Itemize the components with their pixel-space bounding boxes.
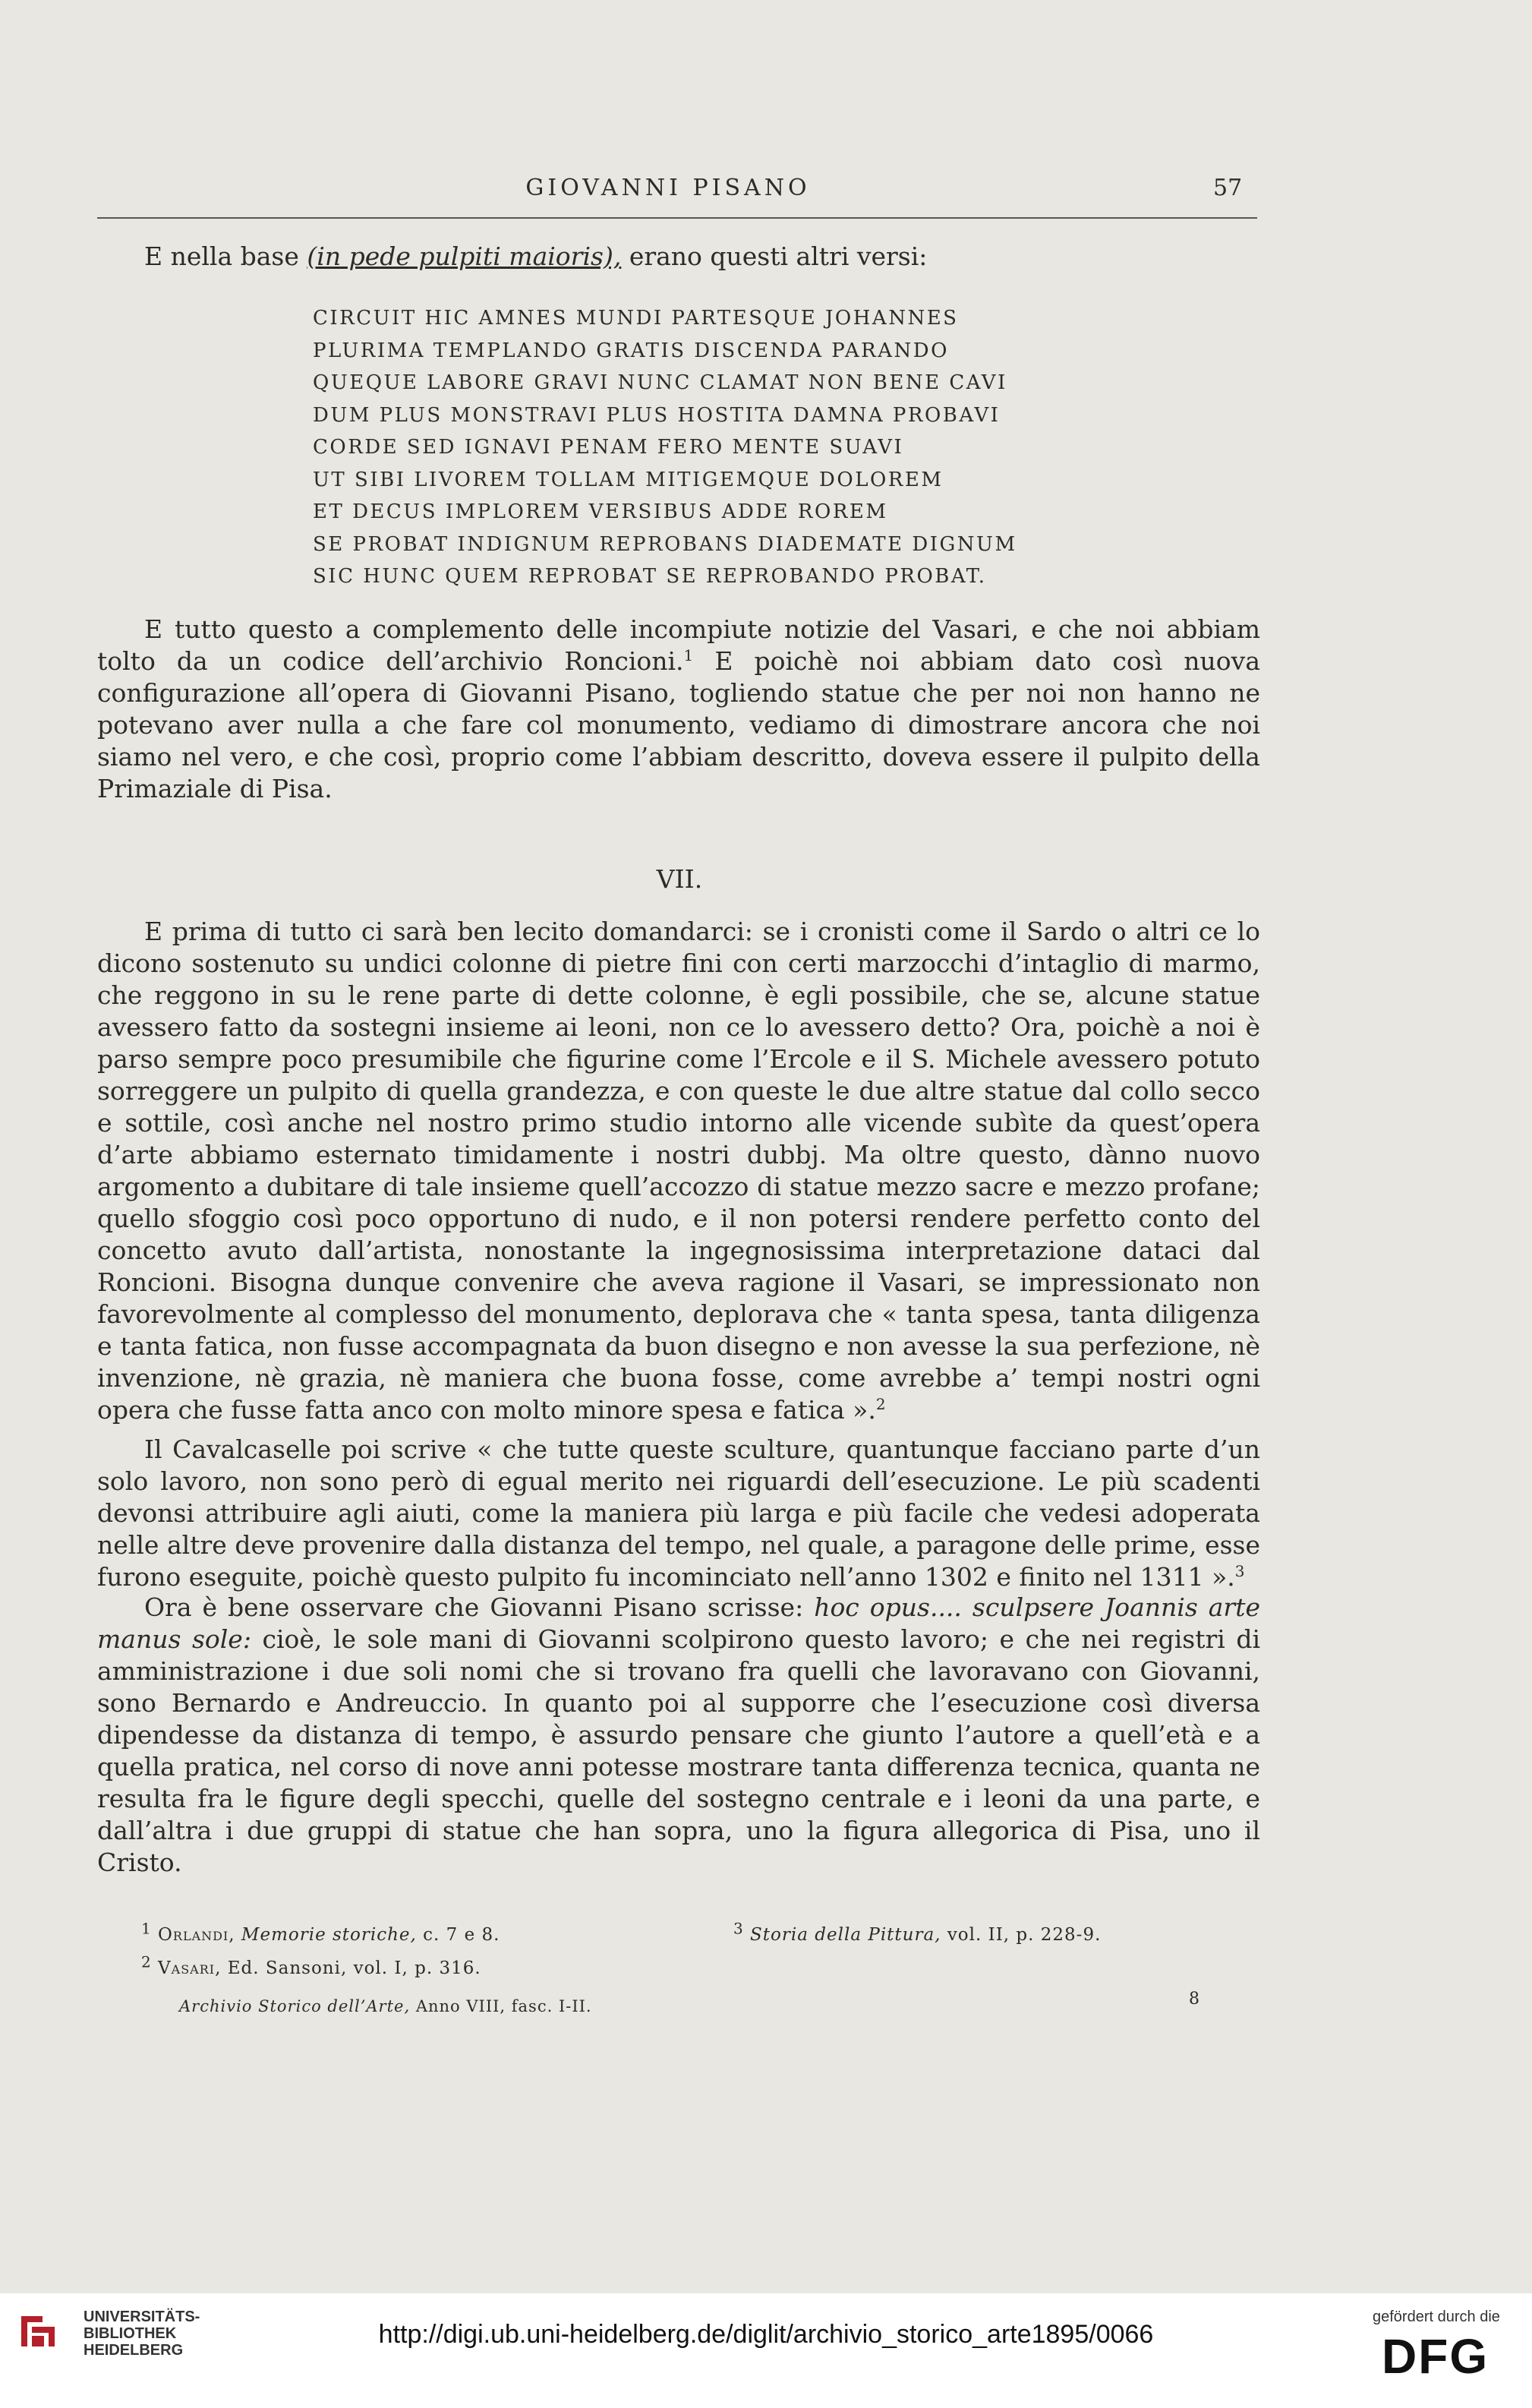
- footnote-ref: 2: [875, 1395, 886, 1413]
- verse-line: UT SIBI LIVOREM TOLLAM MITIGEMQUE DOLOREM: [313, 468, 944, 491]
- footnote-3: [733, 1919, 1102, 1945]
- footnote-1: [141, 1919, 500, 1945]
- journal-title: Archivio Storico dell’Arte,: [179, 1997, 411, 2015]
- digitization-footer: [0, 2293, 1532, 2408]
- para3-text: Il Cavalcaselle poi scrive « che tutte queste sculture, quantunque facciano parte d’un solo lavoro, non sono però di egual merito nei riguardi dell’esecuzione. Le più scadenti devonsi attribuire agli aiuti, come la maniera più larga e più facile che vedesi adoperata nelle altre deve provenire dalla distanza del tempo, nel quale, a paragone delle prime, esse furono eseguite, poichè questo pulpito fu incominciato nell’anno 1302 e finito nel 1311 ».: [97, 1434, 1260, 1592]
- footnote-author: Orlandi,: [158, 1925, 235, 1945]
- verse-line: SIC HUNC QUEM REPROBAT SE REPROBANDO PROBAT.: [313, 565, 987, 588]
- verse-line: PLURIMA TEMPLANDO GRATIS DISCENDA PARANDO: [313, 339, 949, 362]
- verse-line: SE PROBAT INDIGNUM REPROBANS DIADEMATE DIGNUM: [313, 532, 1017, 556]
- footnote-rest: c. 7 e 8.: [423, 1925, 500, 1945]
- footnote-number: 1: [141, 1919, 152, 1938]
- verse-line: DUM PLUS MONSTRAVI PLUS HOSTITA DAMNA PROBAVI: [313, 403, 1001, 427]
- journal-line: [179, 1997, 592, 2015]
- journal-issue: Anno VIII, fasc. I-II.: [415, 1997, 592, 2015]
- printer-signature: 8: [1189, 1990, 1199, 2009]
- dfg-logo: DFG: [1382, 2329, 1489, 2384]
- section-heading: VII.: [656, 864, 703, 894]
- footnote-number: 3: [733, 1919, 744, 1938]
- intro-italic: (in pede pulpiti maioris),: [307, 241, 622, 271]
- library-line: UNIVERSITÄTS-: [84, 2309, 200, 2325]
- funded-by-label: gefördert durch die: [1373, 2309, 1500, 2325]
- intro-before: E nella base: [144, 241, 299, 271]
- page-number: 57: [1213, 175, 1243, 201]
- footnote-rest: vol. II, p. 228-9.: [947, 1925, 1102, 1945]
- paragraph-2: [97, 916, 1260, 1426]
- intro-after: erano questi altri versi:: [629, 241, 928, 271]
- para1-text-a: E tutto questo a complemento delle incompiute notizie del Vasari, e che noi abbiam tolto da un codice dell’archivio Roncioni.: [97, 614, 1260, 676]
- para4-text-b: cioè, le sole mani di Giovanni scolpirono questo lavoro; e che nei registri di amministrazione i due soli nomi che si trovano fra quelli che lavoravano con Giovanni, sono Bernardo e Andreuccio. In quanto poi al supporre che l’esecuzione così diversa dipendesse da distanza di tempo, è assurdo pensare che giunto l’autore a quell’età e a quella pratica, nel corso di nove anni potesse mostrare tanta differenza tecnica, quanta ne resulta fra le figure degli specchi, quelle del sostegno centrale e i leoni da una parte, e dall’altra i due gruppi di statue che han sopra, uno la figura allegorica di Pisa, uno il Cristo.: [97, 1624, 1260, 1877]
- paragraph-4: [97, 1592, 1260, 1879]
- footnote-title: Memorie storiche,: [241, 1925, 417, 1945]
- paragraph-3: [97, 1434, 1260, 1593]
- library-line: HEIDELBERG: [84, 2342, 184, 2359]
- header-rule: [97, 217, 1257, 219]
- footnote-ref: 3: [1234, 1562, 1245, 1580]
- para4-text-a: Ora è bene osservare che Giovanni Pisano scrisse:: [144, 1592, 804, 1622]
- verse-line: CIRCUIT HIC AMNES MUNDI PARTESQUE JOHANNES: [313, 307, 959, 330]
- footnote-title: Storia della Pittura,: [750, 1925, 941, 1945]
- verse-line: QUEQUE LABORE GRAVI NUNC CLAMAT NON BENE CAVI: [313, 371, 1007, 394]
- library-line: BIBLIOTHEK: [84, 2325, 177, 2342]
- paragraph-1: [97, 614, 1260, 805]
- running-title: GIOVANNI PISANO: [525, 175, 811, 201]
- para4-italic: hoc opus.... sculpsere Joannis arte manus sole:: [97, 1592, 1260, 1654]
- intro-line: [144, 241, 927, 271]
- para2-text: E prima di tutto ci sarà ben lecito domandarci: se i cronisti come il Sardo o altri ce lo dicono sostenuto su undici colonne di pietre fini con certi marzocchi d’intaglio di marmo, che reggono in su le rene parte di dette colonne, è egli possibile, che se, alcune statue avessero fatto da sostegni insieme ai leoni, non ce lo avessero detto? Ora, poichè a noi è parso sempre poco presumibile che figurine come l’Ercole e il S. Michele avessero potuto sorreggere un pulpito di quella grandezza, e con queste le due altre statue dal collo secco e sottile, così anche nel nostro primo studio intorno alle vicende subìte da quest’opera d’arte abbiamo esternato timidamente i nostri dubbj. Ma oltre questo, dànno nuovo argomento a dubitare di tale insieme quell’accozzo di statue mezzo sacre e mezzo profane; quello sfoggio così poco opportuno di nudo, e il non potersi rendere perfetto conto del concetto avuto dall’artista, nonostante la ingegnosissima interpretazione dataci dal Roncioni. Bisogna dunque convenire che aveva ragione il Vasari, se impressionato non favorevolmente al complesso del monumento, deplorava che « tanta spesa, tanta diligenza e tanta fatica, non fusse accompagnata da buon disegno e non avesse la sua perfezione, nè invenzione, nè grazia, nè maniera che buona fosse, come avrebbe a’ tempi nostri ogni opera che fusse fatta anco con molto minore spesa e fatica ».: [97, 917, 1260, 1425]
- verse-line: CORDE SED IGNAVI PENAM FERO MENTE SUAVI: [313, 436, 904, 459]
- permalink-url[interactable]: http://digi.ub.uni-heidelberg.de/diglit/archivio_storico_arte1895/0066: [378, 2320, 1154, 2349]
- footnote-author: Vasari,: [158, 1958, 222, 1978]
- footnote-2: [141, 1952, 481, 1978]
- footnote-number: 2: [141, 1952, 152, 1971]
- footnote-rest: Ed. Sansoni, vol. I, p. 316.: [227, 1958, 481, 1978]
- footnote-ref: 1: [683, 646, 694, 664]
- latin-verses: [313, 302, 1017, 593]
- verse-line: ET DECUS IMPLOREM VERSIBUS ADDE ROREM: [313, 500, 888, 523]
- para1-text-b: E poichè noi abbiam dato così nuova configurazione all’opera di Giovanni Pisano, togliendo statue che per noi non hanno ne potevano aver nulla a che fare col monumento, vediamo di dimostrare ancora che noi siamo nel vero, e che così, proprio come l’abbiam descritto, doveva essere il pulpito della Primaziale di Pisa.: [97, 646, 1260, 803]
